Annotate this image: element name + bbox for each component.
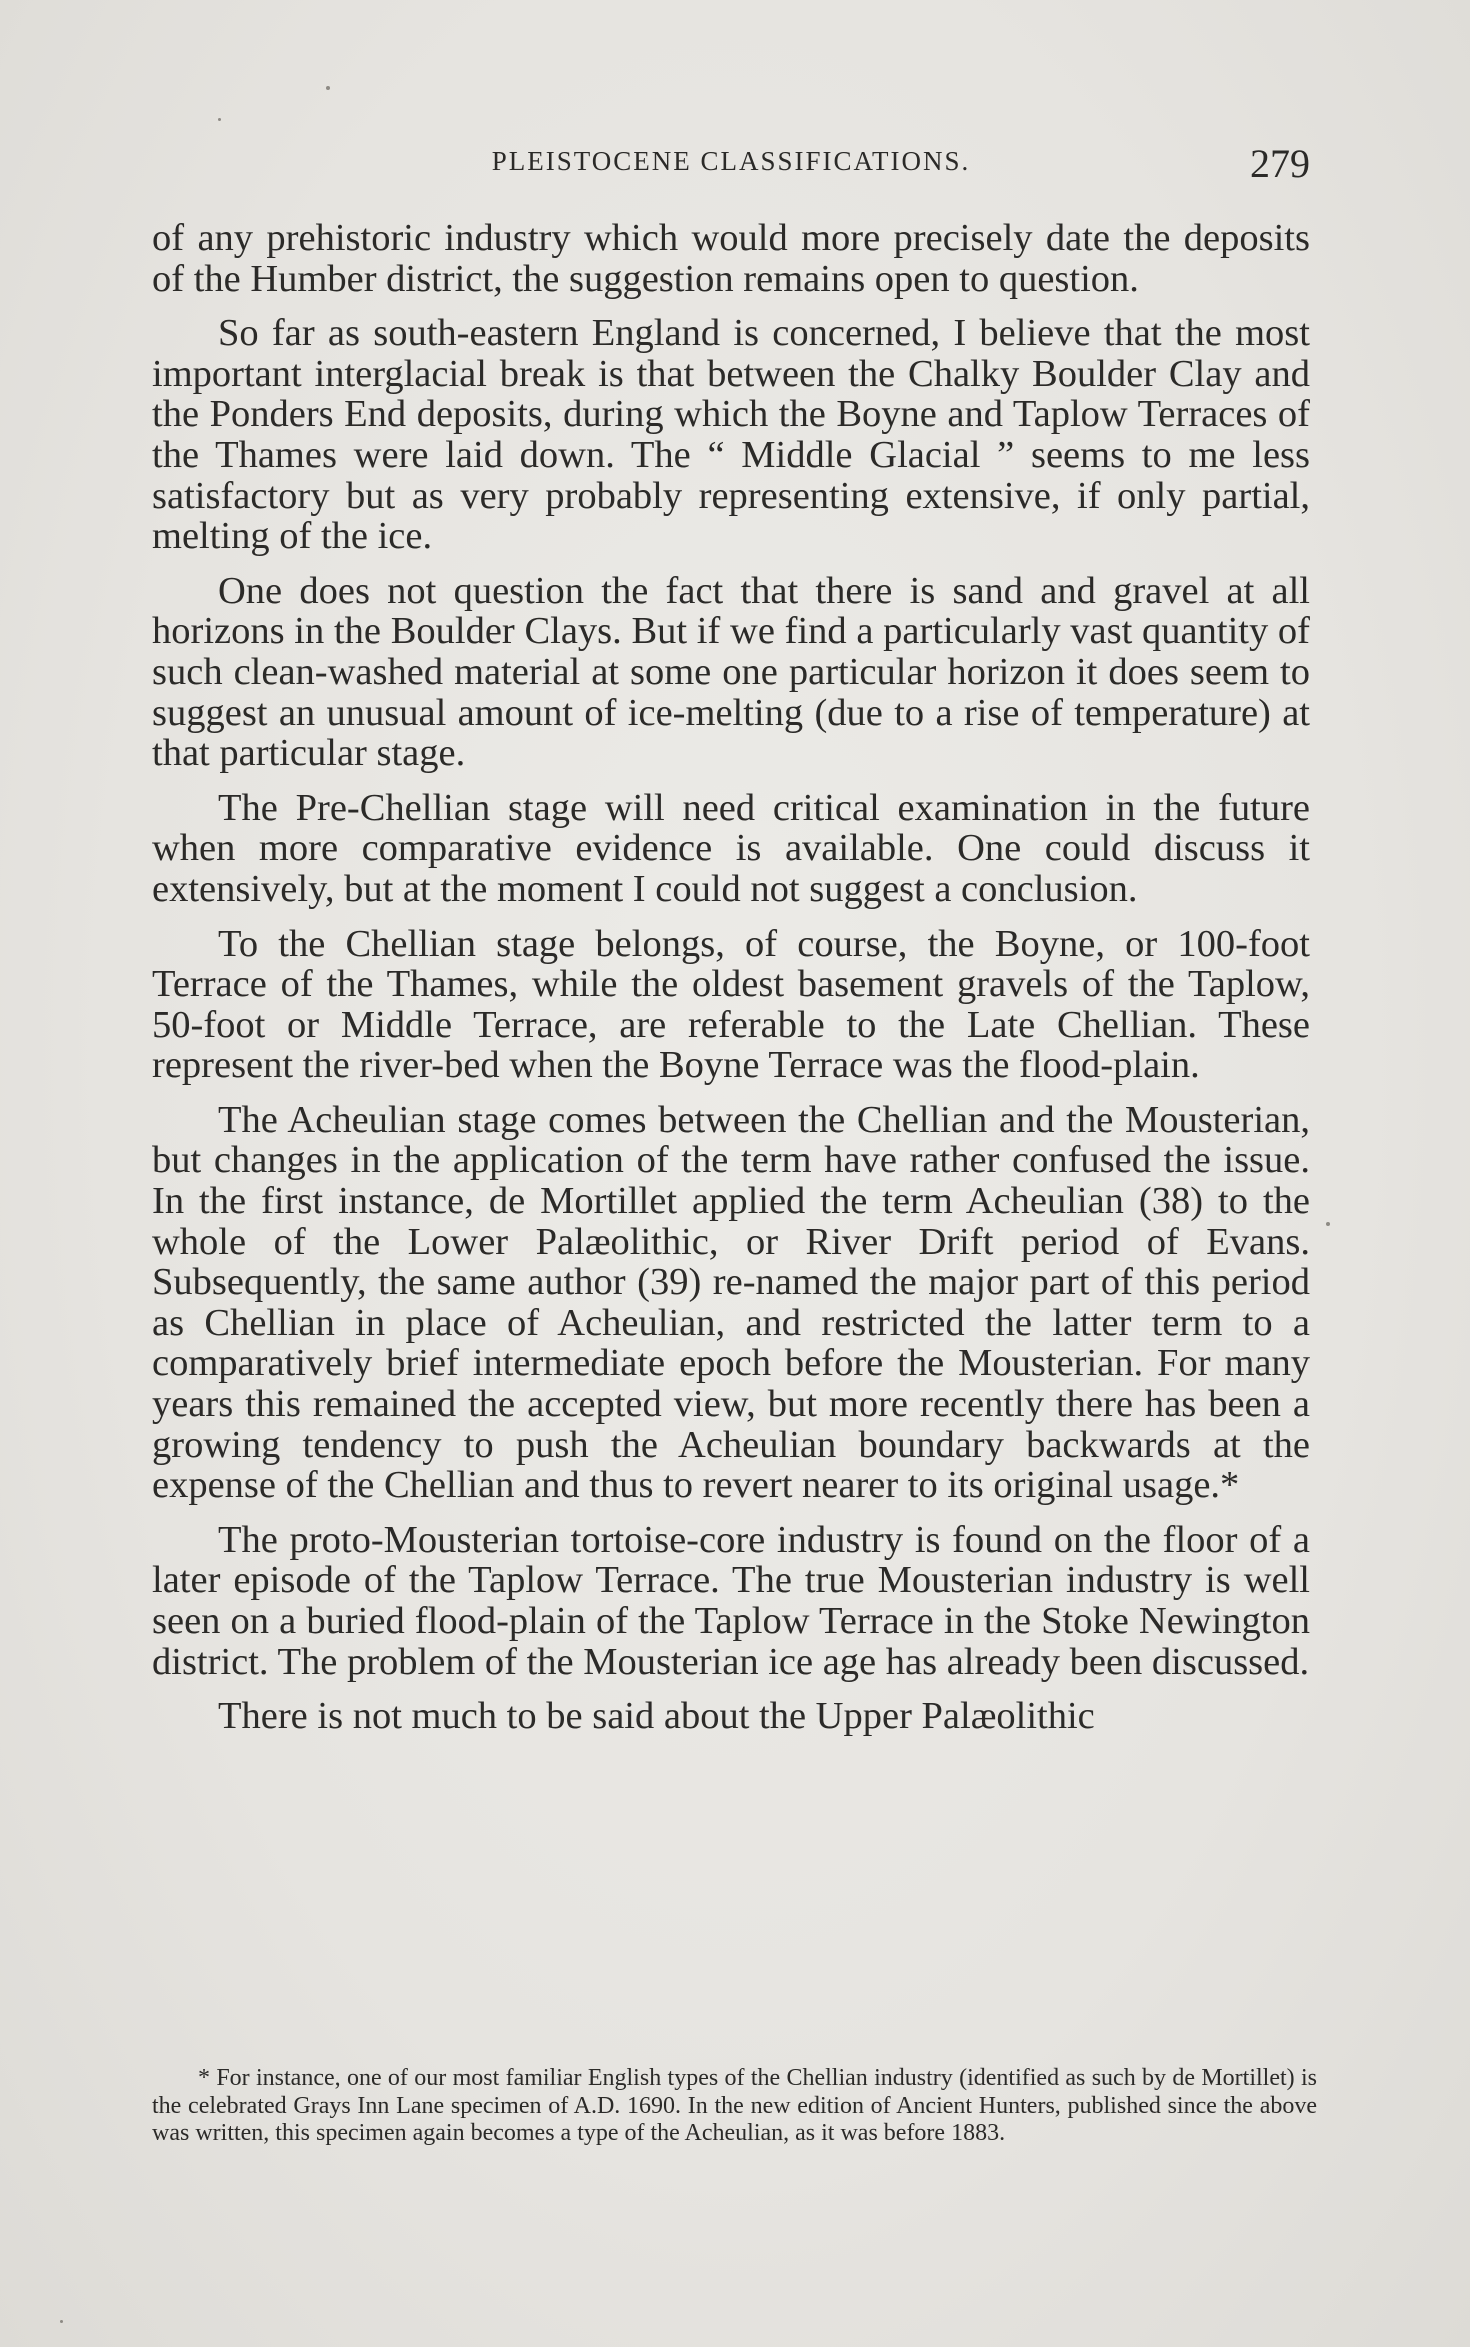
page-number: 279 bbox=[1250, 141, 1310, 186]
paragraph: There is not much to be said about the Upper Palæolithic bbox=[218, 1695, 1095, 1738]
footnotes bbox=[152, 2065, 1317, 2148]
paragraph: To the Chellian stage belongs, of course, the Boyne, or 100-foot Terrace of the Thames, while the oldest basement gravels of the Taplow, 50-foot or Middle Terrace, are referable to the Late Chellian. These represent the river-bed when the Boyne Terrace was the flood-plain. bbox=[152, 922, 1310, 1087]
paragraph: So far as south-eastern England is concerned, I believe that the most important interglacial break is that between the Chalky Boulder Clay and the Ponders End deposits, during which the Boyne and Taplow Terraces of the Thames were laid down. The “ Middle Glacial ” seems to me less satisfactory but as very probably representing extensive, if only partial, melting of the ice. bbox=[152, 312, 1310, 558]
footnote: * For instance, one of our most familiar English types of the Chellian industry (identified as such by de Mortillet) is the celebrated Grays Inn Lane specimen of A.D. 1690. In the new edition of Ancient Hunters, published since the above was written, this specimen again becomes a type of the Acheulian, as it was before 1883. bbox=[152, 2065, 1317, 2147]
paragraph: The Pre-Chellian stage will need critical examination in the future when more comparative evidence is available. One could discuss it extensively, but at the moment I could not suggest a conclusion. bbox=[152, 786, 1310, 910]
paragraph: The Acheulian stage comes between the Chellian and the Mousterian, but changes in the application of the term have rather confused the issue. In the first instance, de Mortillet applied the term Acheulian (38) to the whole of the Lower Palæolithic, or River Drift period of Evans. Subsequently, the same author (39) re-named the major part of this period as Chellian in place of Acheulian, and restricted the latter term to a comparatively brief intermediate epoch before the Mousterian. For many years this remained the accepted view, but more recently there has been a growing tendency to push the Acheulian boundary backwards at the expense of the Chellian and thus to revert nearer to its original usage.* bbox=[152, 1098, 1310, 1507]
paper-speck bbox=[218, 118, 221, 121]
page-header bbox=[152, 140, 1310, 190]
paper-speck bbox=[1326, 1222, 1330, 1226]
body-text bbox=[152, 218, 1310, 1751]
paragraph: The proto-Mousterian tortoise-core industry is found on the floor of a later episode of the Taplow Terrace. The true Mousterian industry is well seen on a buried flood-plain of the Taplow Terrace in the Stoke Newington district. The problem of the Mousterian ice age has already been discussed. bbox=[152, 1518, 1310, 1683]
running-title: PLEISTOCENE CLASSIFICATIONS. bbox=[491, 146, 971, 176]
paper-speck bbox=[60, 2320, 63, 2323]
paper-speck bbox=[326, 86, 330, 90]
paragraph: of any prehistoric industry which would more precisely date the deposits of the Humber district, the suggestion remains open to question. bbox=[152, 217, 1310, 300]
paragraph: One does not question the fact that there is sand and gravel at all horizons in the Boulder Clays. But if we find a particularly vast quantity of such clean-washed material at some one particular horizon it does seem to suggest an unusual amount of ice-melting (due to a rise of temperature) at that particular stage. bbox=[152, 569, 1310, 775]
